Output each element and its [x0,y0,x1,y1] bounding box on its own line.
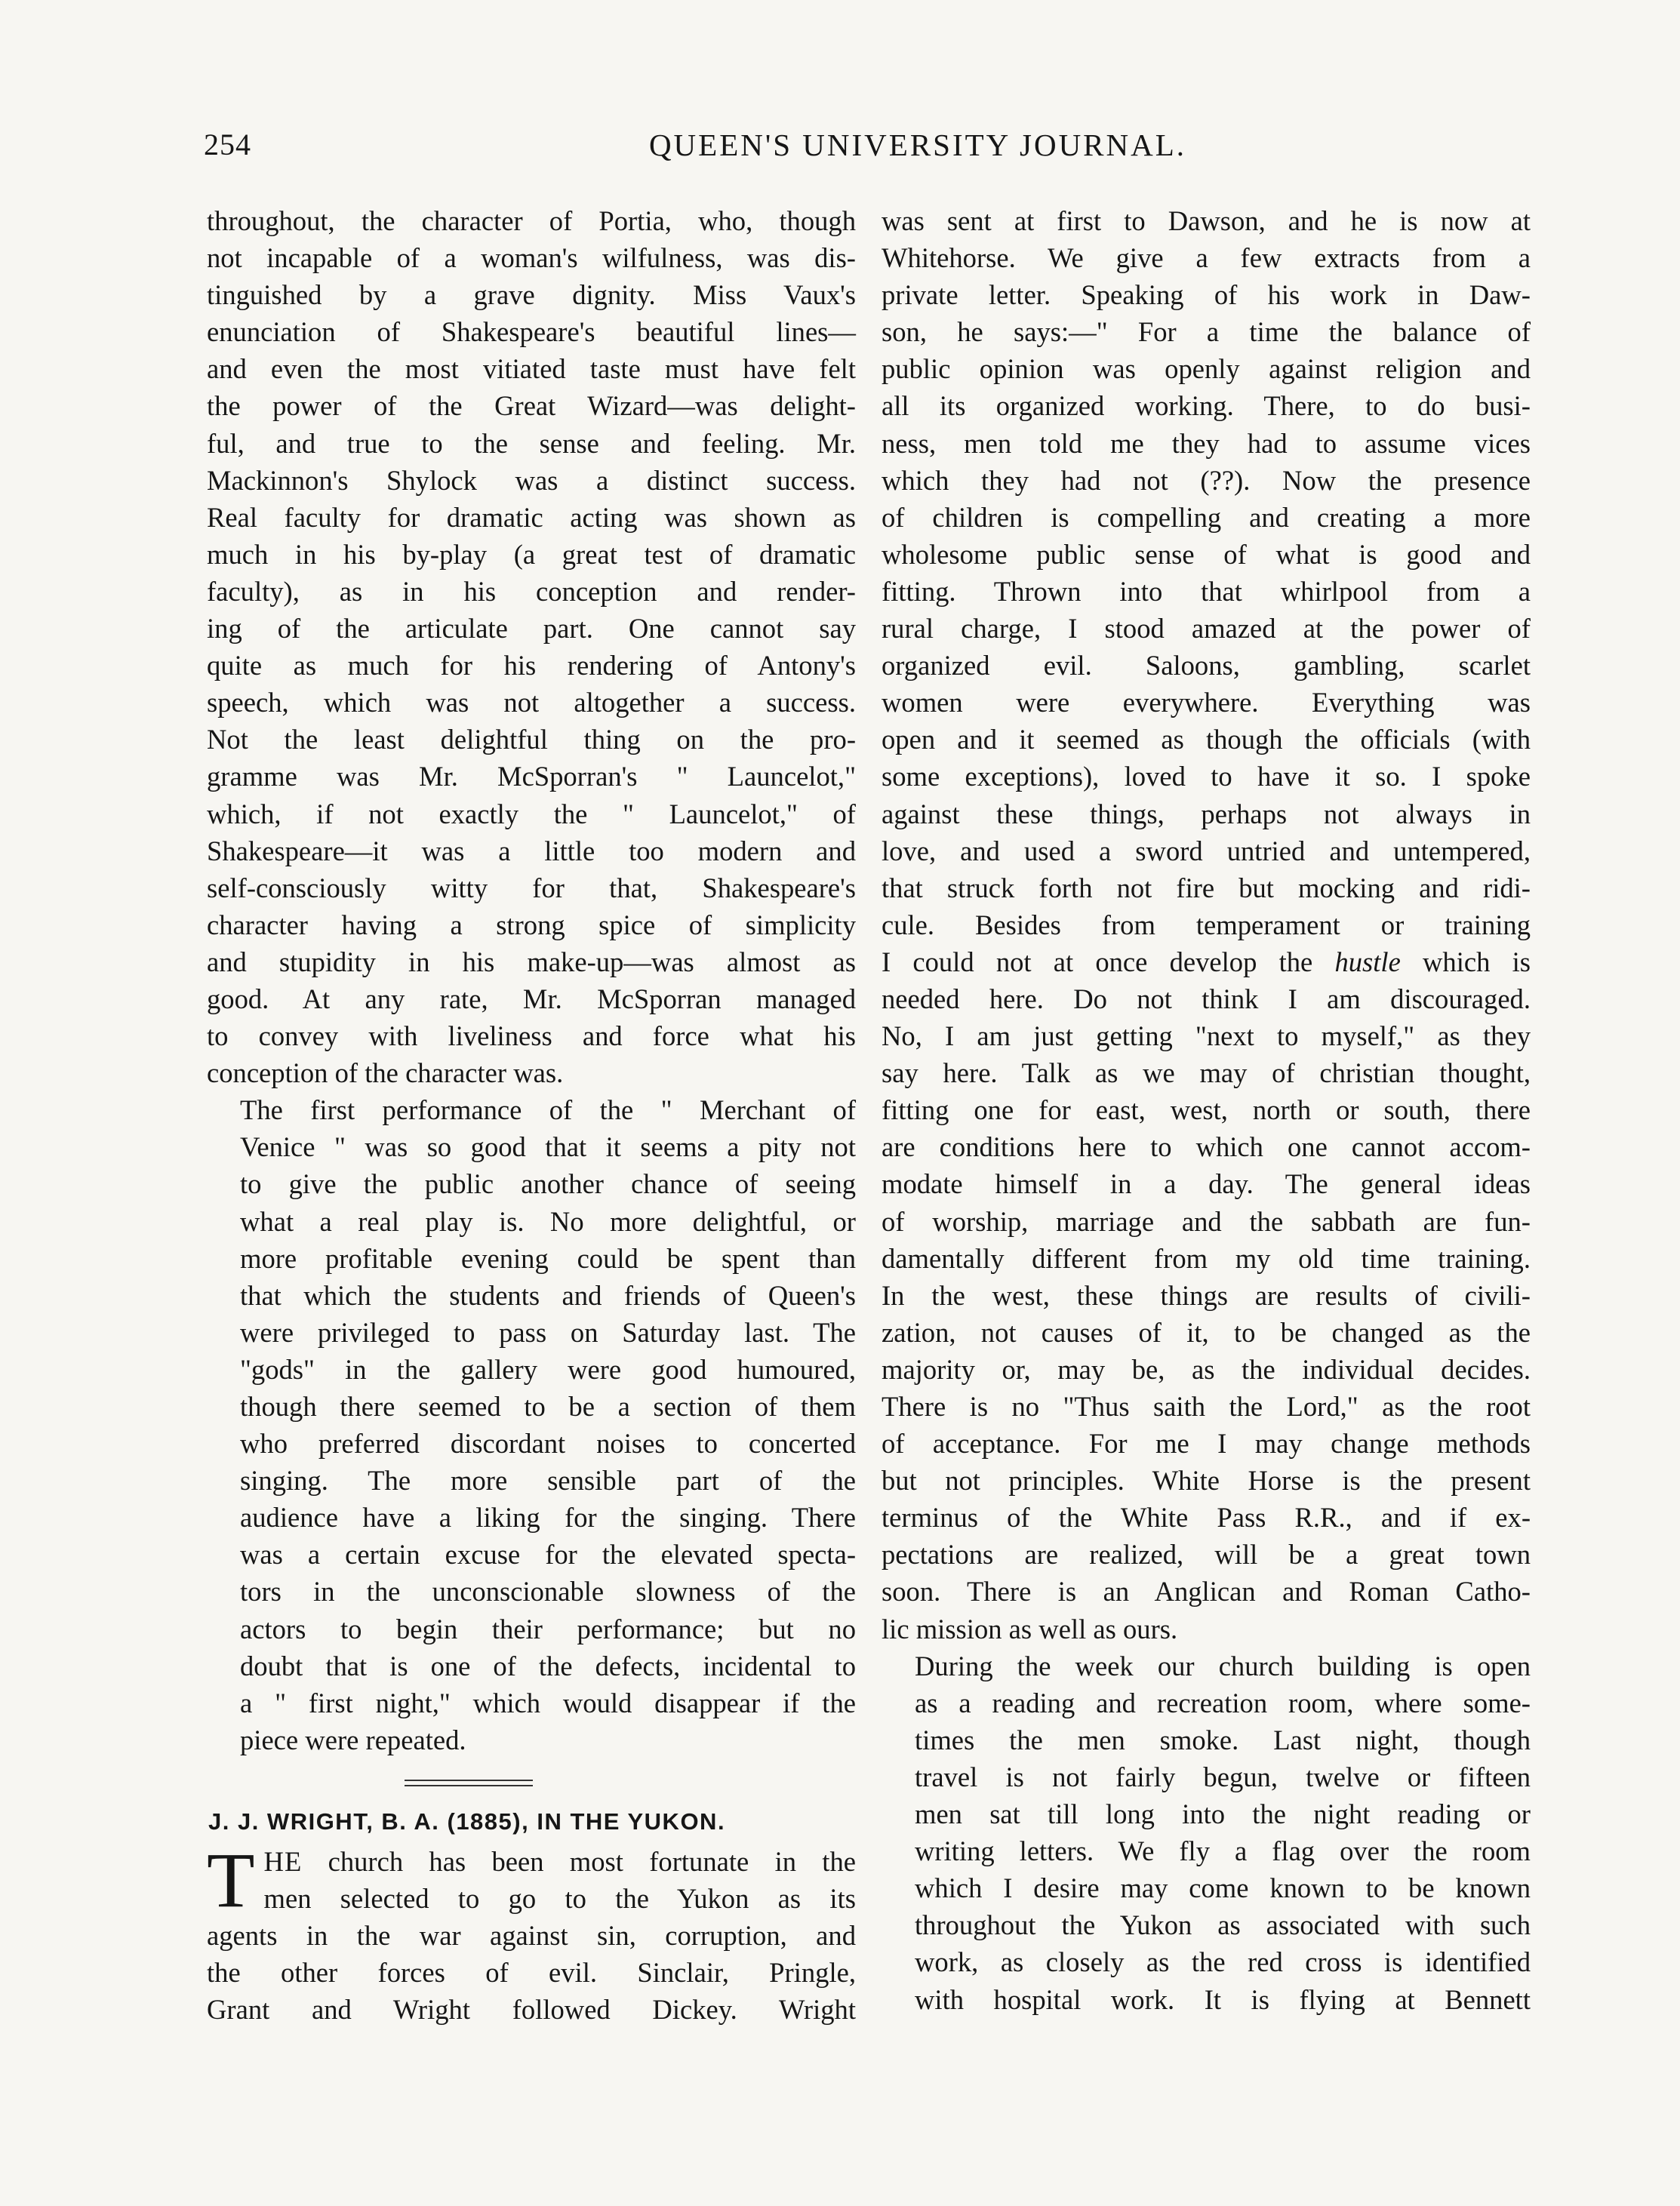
text-line: cule. Besides from temperament or training [882,909,1531,940]
text-line: conception of the character was. [207,1057,564,1089]
text-line: say here. Talk as we may of christian thought, [882,1057,1531,1089]
text-line: gramme was Mr. McSporran's " Launcelot," [207,761,856,792]
text-line: Grant and Wright followed Dickey. Wright [207,1994,856,2026]
right-column [882,202,1531,2018]
section-divider [207,1778,856,1790]
text-line: throughout the Yukon as associated with such [915,1909,1531,1941]
text-line: was sent at first to Dawson, and he is now at [882,205,1531,236]
text-line: throughout, the character of Portia, who, though [207,205,856,236]
text-line: open and it seemed as though the officials (with [882,724,1531,755]
text-line: Not the least delightful thing on the pro- [207,724,856,755]
text-line: fitting. Thrown into that whirlpool from a [882,575,1531,607]
paragraph-merchant-of-venice [207,1091,856,1758]
text-line: modate himself in a day. The general ideas [882,1168,1531,1200]
text-line: rural charge, I stood amazed at the power of [882,613,1531,645]
text-line: private letter. Speaking of his work in Daw- [882,279,1531,311]
text-line: needed here. Do not think I am discouraged. [882,983,1531,1014]
text-line: that which the students and friends of Queen's [240,1279,856,1311]
text-line: zation, not causes of it, to be changed as the [882,1316,1531,1348]
paragraph-yukon-intro [207,1836,856,2028]
text-line: wholesome public sense of what is good and [882,538,1531,570]
text-line: faculty), as in his conception and render- [207,575,856,607]
text-line: men selected to go to the Yukon as its [263,1883,856,1915]
letter-lines-b [882,980,1531,1648]
text-line: public opinion was openly against religion and [882,353,1531,385]
text-line: of children is compelling and creating a more [882,501,1531,533]
text-line: terminus of the White Pass R.R., and if ex- [882,1502,1531,1534]
text-line: to give the public another chance of seeing [240,1168,856,1200]
capital-word: HE [263,1845,303,1877]
text-line: singing. The more sensible part of the [240,1465,856,1497]
text-line: enunciation of Shakespeare's beautiful lines— [207,316,856,348]
text-line: of worship, marriage and the sabbath are fun- [882,1205,1531,1237]
text-line: ful, and true to the sense and feeling. Mr. [207,427,856,459]
text-line: as a reading and recreation room, where some- [915,1687,1531,1718]
text-line: "gods" in the gallery were good humoured, [240,1353,856,1385]
text-line: soon. There is an Anglican and Roman Catho- [882,1576,1531,1608]
text-line: damentally different from my old time training. [882,1242,1531,1274]
text-line: that struck forth not fire but mocking and ridi- [882,872,1531,903]
text-line: much in his by-play (a great test of dramatic [207,538,856,570]
text-line: to convey with liveliness and force what his [207,1020,856,1052]
text-line: fitting one for east, west, north or south, there [882,1094,1531,1126]
text-line: women were everywhere. Everything was [882,687,1531,718]
text-line: love, and used a sword untried and untempered, [882,835,1531,866]
text-line: travel is not fairly begun, twelve or fifteen [915,1761,1531,1792]
paragraph-church-building [882,1648,1531,2018]
text-line: Whitehorse. We give a few extracts from a [882,242,1531,274]
text-line: During the week our church building is open [915,1650,1531,1681]
paragraph-yukon-lines [207,1880,856,2028]
text-line: the power of the Great Wizard—was delight- [207,390,856,422]
text-line: good. At any rate, Mr. McSporran managed [207,983,856,1014]
text-line: Mackinnon's Shylock was a distinct success. [207,464,856,496]
drop-cap: T [207,1836,255,1924]
text-line: lic mission as well as ours. [882,1613,1178,1645]
text-line: which, if not exactly the " Launcelot," of [207,798,856,829]
text-line: and stupidity in his make-up—was almost as [207,946,856,977]
page-number: 254 [204,128,251,162]
paragraph-wright-letter [882,202,1531,1648]
text-line: Venice " was so good that it seems a pity not [240,1131,856,1163]
text-line: tors in the unconscionable slowness of the [240,1576,856,1608]
text-line: all its organized working. There, to do busi- [882,390,1531,422]
journal-title: QUEEN'S UNIVERSITY JOURNAL. [648,128,1187,162]
text-line: was a certain excuse for the elevated specta- [240,1539,856,1571]
section-heading: J. J. WRIGHT, B. A. (1885), IN THE YUKON. [208,1808,726,1835]
text-fragment: church has been most fortunate in the [302,1845,856,1877]
text-line: who preferred discordant noises to concerted [240,1428,856,1460]
text-line: organized evil. Saloons, gambling, scarlet [882,650,1531,681]
text-line: writing letters. We fly a flag over the room [915,1835,1531,1867]
text-line: audience have a liking for the singing. There [240,1502,856,1534]
text-line: not incapable of a woman's wilfulness, was dis- [207,242,856,274]
text-line: Shakespeare—it was a little too modern and [207,835,856,866]
text-line: though there seemed to be a section of them [240,1391,856,1422]
text-line: tinguished by a grave dignity. Miss Vaux's [207,279,856,311]
text-line: No, I am just getting "next to myself," as they [882,1020,1531,1052]
text-line: doubt that is one of the defects, incidental to [240,1650,856,1681]
letter-lines-a [882,202,1531,943]
text-fragment: I could not at once develop the [882,946,1335,977]
text-line: character having a strong spice of simplicity [207,909,856,940]
text-line: speech, which was not altogether a success. [207,687,856,718]
text-line: piece were repeated. [240,1724,466,1755]
italic-word: hustle [1334,946,1401,977]
text-line: the other forces of evil. Sinclair, Pringle, [207,1957,856,1989]
text-line: There is no "Thus saith the Lord," as the root [882,1391,1531,1422]
text-line: work, as closely as the red cross is identified [915,1946,1531,1978]
text-line: ing of the articulate part. One cannot say [207,613,856,645]
text-line: In the west, these things are results of civili- [882,1279,1531,1311]
text-line: some exceptions), loved to have it so. I spoke [882,761,1531,792]
text-line: men sat till long into the night reading or [915,1798,1531,1830]
text-line: majority or, may be, as the individual decides. [882,1353,1531,1385]
text-line: times the men smoke. Last night, though [915,1724,1531,1755]
text-line: self-consciously witty for that, Shakespeare's [207,872,856,903]
text-line: son, he says:—" For a time the balance of [882,316,1531,348]
paragraph-portia [207,202,856,1091]
text-line: actors to begin their performance; but no [240,1613,856,1645]
text-line: quite as much for his rendering of Antony's [207,650,856,681]
text-line [882,943,1531,980]
text-line: pectations are realized, will be a great town [882,1539,1531,1571]
text-line: were privileged to pass on Saturday last. The [240,1316,856,1348]
text-line: of acceptance. For me I may change methods [882,1428,1531,1460]
text-line: The first performance of the " Merchant of [240,1094,856,1126]
text-line: ness, men told me they had to assume vices [882,427,1531,459]
text-line [207,1843,856,1880]
text-line: with hospital work. It is flying at Bennett [915,1983,1531,2015]
text-line: which I desire may come known to be known [915,1872,1531,1904]
text-line: what a real play is. No more delightful, or [240,1205,856,1237]
text-line: and even the most vitiated taste must have felt [207,353,856,385]
text-fragment: which is [1400,946,1531,977]
text-line: Real faculty for dramatic acting was shown as [207,501,856,533]
text-line: agents in the war against sin, corruption, and [207,1920,856,1952]
page-header [204,127,1526,175]
text-line: a " first night," which would disappear if the [240,1687,856,1718]
text-line: more profitable evening could be spent than [240,1242,856,1274]
left-column [207,202,856,2028]
text-line: are conditions here to which one cannot accom- [882,1131,1531,1163]
text-line: against these things, perhaps not always in [882,798,1531,829]
text-line: which they had not (??). Now the presence [882,464,1531,496]
text-line: but not principles. White Horse is the present [882,1465,1531,1497]
